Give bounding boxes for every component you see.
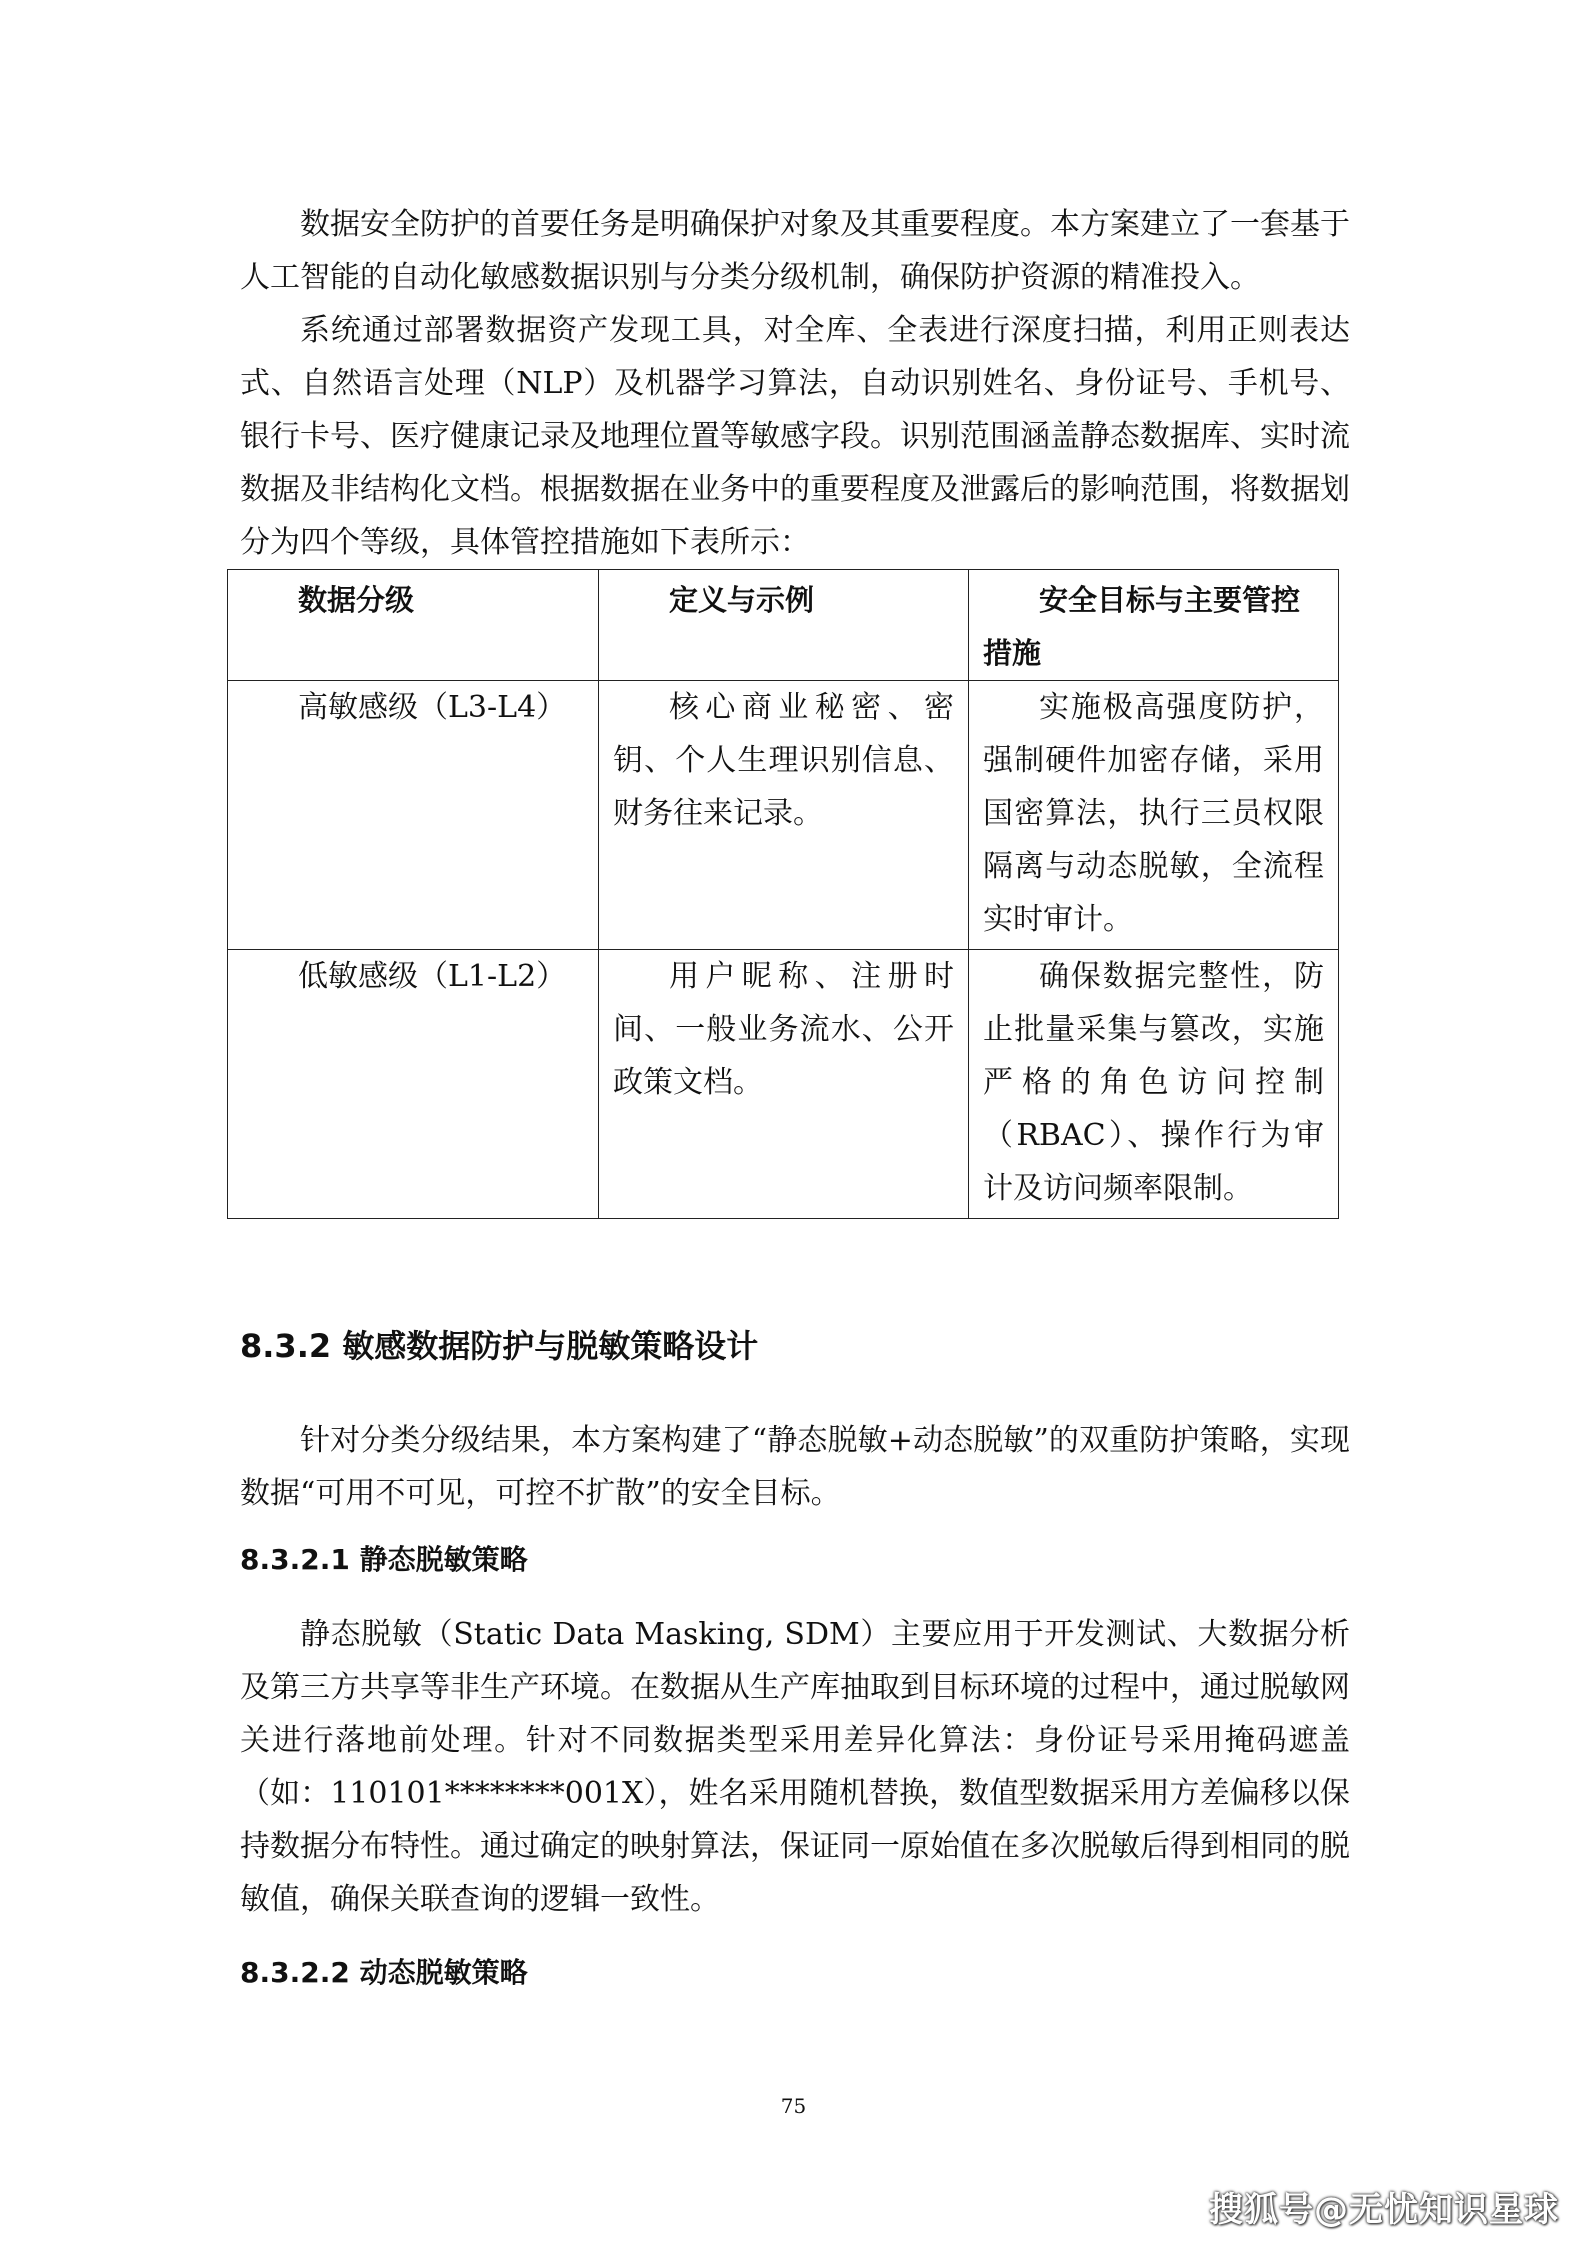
table-row: [228, 681, 1339, 950]
table-header-cell: 安全目标与主要管控措施: [969, 570, 1339, 681]
section-intro-paragraph: 针对分类分级结果，本方案构建了“静态脱敏+动态脱敏”的双重防护策略，实现数据“可用不可见，可控不扩散”的安全目标。: [240, 1423, 1350, 1511]
controls-cell: 确保数据完整性，防止批量采集与篡改，实施严格的角色访问控制（RBAC）、操作行为审计及访问频率限制。: [969, 950, 1339, 1219]
definition-cell: 用户昵称、注册时间、一般业务流水、公开政策文档。: [599, 950, 969, 1219]
intro-paragraph-2: 系统通过部署数据资产发现工具，对全库、全表进行深度扫描，利用正则表达式、自然语言处理（NLP）及机器学习算法，自动识别姓名、身份证号、手机号、银行卡号、医疗健康记录及地理位置等敏感字段。识别范围涵盖静态数据库、实时流数据及非结构化文档。根据数据在业务中的重要程度及泄露后的影响范围，将数据划分为四个等级，具体管控措施如下表所示：: [240, 313, 1350, 560]
table-header-cell: 定义与示例: [599, 570, 969, 681]
classification-table: [227, 569, 1339, 1219]
subsection-heading-dynamic: 8.3.2.2 动态脱敏策略: [240, 1956, 528, 1989]
table-header-cell: 数据分级: [228, 570, 599, 681]
watermark: 搜狐号@无忧知识星球: [1209, 2190, 1559, 2230]
subsection-heading-static: 8.3.2.1 静态脱敏策略: [240, 1543, 528, 1576]
intro-paragraph-1: 数据安全防护的首要任务是明确保护对象及其重要程度。本方案建立了一套基于人工智能的自动化敏感数据识别与分类分级机制，确保防护资源的精准投入。: [240, 207, 1350, 295]
controls-cell: 实施极高强度防护，强制硬件加密存储，采用国密算法，执行三员权限隔离与动态脱敏，全流程实时审计。: [969, 681, 1339, 950]
page-number: 75: [780, 2094, 807, 2118]
table-header-row: [228, 570, 1339, 681]
static-masking-paragraph: 静态脱敏（Static Data Masking, SDM）主要应用于开发测试、大数据分析及第三方共享等非生产环境。在数据从生产库抽取到目标环境的过程中，通过脱敏网关进行落地前处理。针对不同数据类型采用差异化算法：身份证号采用掩码遮盖（如：110101********001X），姓名采用随机替换，数值型数据采用方差偏移以保持数据分布特性。通过确定的映射算法，保证同一原始值在多次脱敏后得到相同的脱敏值，确保关联查询的逻辑一致性。: [240, 1617, 1350, 1917]
definition-cell: 核心商业秘密、密钥、个人生理识别信息、财务往来记录。: [599, 681, 969, 950]
section-heading: 8.3.2 敏感数据防护与脱敏策略设计: [240, 1327, 759, 1365]
level-cell: 低敏感级（L1-L2）: [228, 950, 599, 1219]
level-cell: 高敏感级（L3-L4）: [228, 681, 599, 950]
table-row: [228, 950, 1339, 1219]
